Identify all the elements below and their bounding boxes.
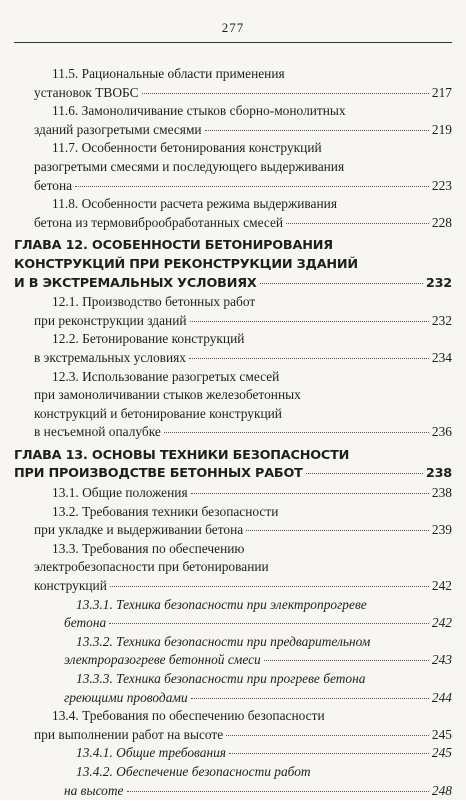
toc-entry-text: электроразогреве бетонной смеси (64, 652, 261, 668)
toc-section (14, 485, 452, 504)
toc-entry-text: 12.2. Бетонирование конструкций (52, 331, 245, 347)
toc-entry-text: конструкций и бетонирование конструкций (34, 405, 282, 421)
toc-subsection (14, 597, 452, 634)
toc-page-number: 236 (431, 424, 452, 440)
dot-leader (260, 283, 423, 284)
toc-subsection (14, 764, 452, 801)
toc-entry-text: 12.1. Производство бетонных работ (52, 294, 256, 310)
toc-page-number: 219 (431, 121, 452, 137)
toc-section (14, 504, 452, 541)
toc-page-number: 242 (431, 615, 452, 631)
toc-page-number: 248 (431, 782, 452, 798)
toc-subsection (14, 634, 452, 671)
toc-section (14, 369, 452, 443)
toc-entry-text: 13.1. Общие положения (52, 485, 188, 501)
toc-entry-text: 13.2. Требования техники безопасности (52, 503, 279, 519)
toc-entry-text: 11.5. Рациональные области применения (52, 66, 285, 81)
toc-page-number: 245 (431, 726, 452, 742)
toc-page-number: 243 (431, 652, 452, 668)
toc-entry-text: установок ТВОБС (34, 84, 139, 100)
toc-page-number: 232 (425, 275, 452, 291)
dot-leader (109, 623, 429, 624)
dot-leader (164, 432, 429, 433)
toc-entry-text: в несъемной опалубке (34, 424, 161, 440)
toc-entry-text: 13.4.2. Обеспечение безопасности работ (76, 763, 311, 779)
toc-page-number: 245 (431, 745, 452, 761)
toc-section (14, 541, 452, 597)
toc-entry-text: 13.3.1. Техника безопасности при электропрогреве (76, 596, 367, 612)
toc-entry-text: 13.3.3. Техника безопасности при прогреве бетона (76, 671, 366, 686)
toc-entry-text: при укладке и выдерживании бетона (34, 522, 244, 538)
toc-section (14, 140, 452, 196)
toc-subsection (14, 671, 452, 708)
toc-entry-text: 13.3.2. Техника безопасности при предварительном (76, 633, 371, 649)
dot-leader (127, 791, 429, 792)
dot-leader (75, 186, 429, 187)
toc-entry-text: в экстремальных условиях (34, 349, 186, 365)
toc-entry-text: 13.3. Требования по обеспечению (52, 540, 245, 556)
dot-leader (189, 358, 429, 359)
toc-entry-text: на высоте (64, 782, 124, 798)
toc-section (14, 294, 452, 331)
header-rule (14, 42, 452, 43)
dot-leader (110, 586, 429, 587)
toc-entry-text: ПРИ ПРОИЗВОДСТВЕ БЕТОННЫХ РАБОТ (14, 466, 303, 482)
dot-leader (306, 473, 423, 474)
dot-leader (229, 753, 429, 754)
dot-leader (191, 493, 429, 494)
toc-page-number: 239 (431, 522, 452, 538)
toc-entry-text: бетона (34, 177, 73, 193)
toc-entry-text: 11.7. Особенности бетонирования конструкций (52, 140, 322, 156)
dot-leader (246, 530, 429, 531)
toc-section (14, 196, 452, 233)
table-of-contents (14, 66, 452, 801)
toc-page-number: 238 (425, 466, 452, 482)
toc-entry-text: при замоноличивании стыков железобетонных (34, 387, 301, 403)
toc-entry-text: электробезопасности при бетонировании (34, 559, 269, 575)
toc-page-number: 223 (431, 177, 452, 193)
page-number: 277 (221, 20, 245, 35)
dot-leader (205, 130, 429, 131)
toc-page-number: 234 (431, 349, 452, 365)
toc-entry-text: 11.6. Замоноличивание стыков сборно-монолитных (52, 103, 346, 119)
toc-entry-text: зданий разогретыми смесями (34, 121, 202, 137)
toc-entry-text: ГЛАВА 13. ОСНОВЫ ТЕХНИКИ БЕЗОПАСНОСТИ (14, 447, 350, 463)
toc-section (14, 66, 452, 103)
toc-entry-text: КОНСТРУКЦИЙ ПРИ РЕКОНСТРУКЦИИ ЗДАНИЙ (14, 256, 358, 272)
toc-section (14, 331, 452, 368)
toc-entry-text: ГЛАВА 12. ОСОБЕННОСТИ БЕТОНИРОВАНИЯ (14, 238, 333, 254)
toc-entry-text: бетона из термовиброобработанных смесей (34, 214, 284, 230)
toc-subsection (14, 745, 452, 764)
toc-entry-text: 12.3. Использование разогретых смесей (52, 368, 280, 384)
toc-page-number: 232 (431, 312, 452, 328)
toc-entry-text: конструкций (34, 578, 107, 594)
toc-section (14, 708, 452, 745)
toc-chapter (14, 238, 452, 294)
toc-entry-text: разогретыми смесями и последующего выдерживания (34, 158, 345, 174)
toc-entry-text: бетона (64, 615, 107, 631)
toc-entry-text: И В ЭКСТРЕМАЛЬНЫХ УСЛОВИЯХ (14, 275, 257, 291)
dot-leader (226, 735, 429, 736)
dot-leader (286, 223, 429, 224)
toc-page-number: 228 (431, 214, 452, 230)
toc-entry-text: 13.4. Требования по обеспечению безопасности (52, 708, 325, 724)
toc-page-number: 217 (431, 84, 452, 100)
toc-entry-text: 11.8. Особенности расчета режима выдерживания (52, 196, 337, 212)
toc-entry-text: при реконструкции зданий (34, 312, 187, 328)
toc-page-number: 238 (431, 485, 452, 501)
toc-section (14, 103, 452, 140)
dot-leader (190, 321, 429, 322)
dot-leader (142, 93, 429, 94)
toc-entry-text: при выполнении работ на высоте (34, 726, 224, 742)
toc-entry-text: греющими проводами (64, 689, 188, 705)
dot-leader (191, 698, 429, 699)
toc-chapter (14, 448, 452, 485)
toc-page-number: 244 (431, 689, 452, 705)
toc-page-number: 242 (431, 578, 452, 594)
dot-leader (264, 660, 429, 661)
toc-entry-text: 13.4.1. Общие требования (76, 745, 227, 761)
